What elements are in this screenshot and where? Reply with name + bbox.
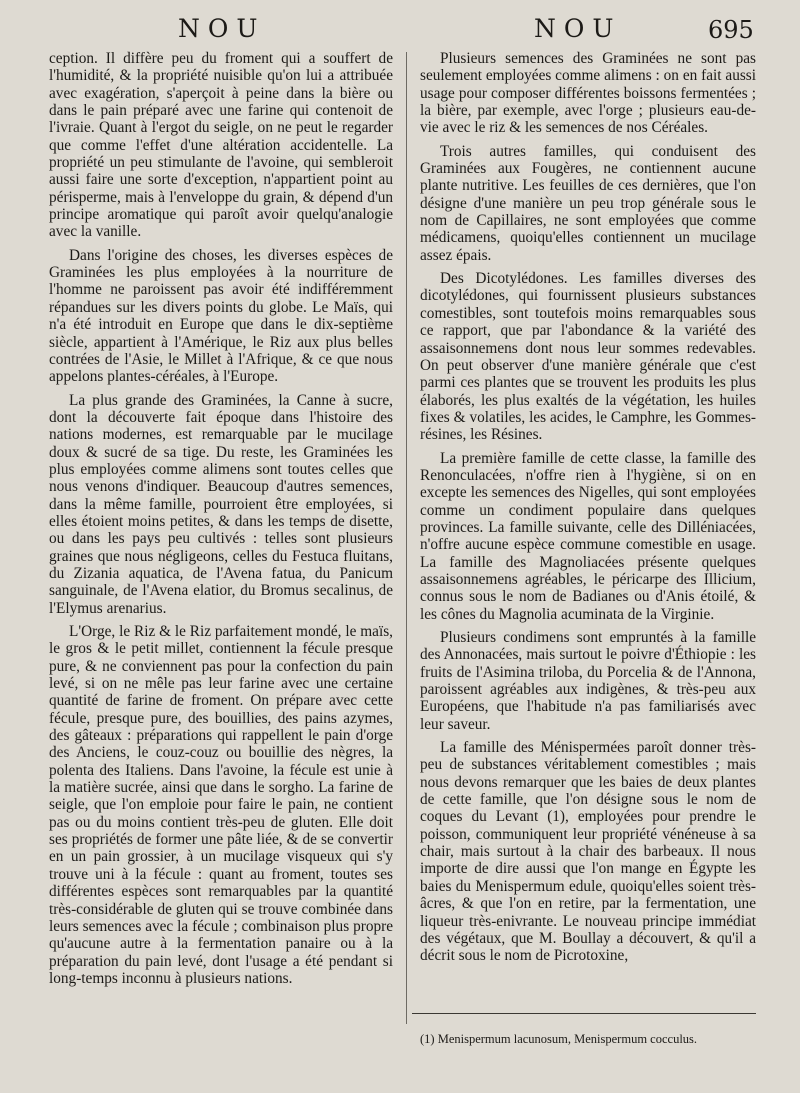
running-head-right: NOU — [534, 14, 622, 43]
right-column — [420, 50, 756, 971]
paragraph: La plus grande des Graminées, la Canne à sucre, dont la découverte fait époque dans l'histoire des nations modernes, est remarquable par le mucilage doux & sucré de sa tige. Du reste, les Graminées les plus employées comme alimens sont toutes celles que nous venons d'indiquer. Beaucoup d'autres semences, dans la même famille, pourroient être employées, si elles étoient moins petites, & dans les temps de disette, ou dans les pays peu cultivés : telles sont plusieurs graines que nous négligeons, celles du Festuca fluitans, du Zizania aquatica, de l'Avena fatua, du Panicum sanguinale, de l'Avena elatior, du Bromus secalinus, de l'Elymus arenarius. — [49, 391, 393, 617]
running-head-left: NOU — [178, 14, 266, 43]
paragraph: ception. Il diffère peu du froment qui a souffert de l'humidité, & la propriété nuisible qu'on lui a attribuée avec exagération, s'aperçoit à peine dans la bière ou dans le pain préparé avec une farine qui contenoit de l'ivraie. Quant à l'ergot du seigle, on ne peut le regarder que comme l'effet d'une altération accidentelle. La propriété un peu stimulante de l'avoine, qui sembleroit aussi faire une sorte d'exception, n'appartient point au périsperme, mais à l'enveloppe du grain, & dépend d'un principe aromatique qui paroît avoir quelqu'analogie avec la vanille. — [49, 50, 393, 241]
page-number: 695 — [708, 16, 754, 44]
paragraph: Plusieurs semences des Graminées ne sont pas seulement employées comme alimens : on en fait aussi usage pour composer différentes boissons fermentées ; la bière, par exemple, avec l'orge ; plusieurs eau-de-vie avec le riz & les semences de nos Céréales. — [420, 50, 756, 137]
footnote: (1) Menispermum lacunosum, Menispermum cocculus. — [420, 1032, 698, 1046]
paragraph: Dans l'origine des choses, les diverses espèces de Graminées les plus employées à la nourriture de l'homme ne paroissent pas avoir été indifféremment répandues sur les divers points du globe. Le Maïs, qui n'a été introduit en Europe que dans le dix-septième siècle, appartient à l'Amérique, le Riz aux plus belles contrées de l'Asie, le Millet à l'Afrique, & ce que nous appelons plantes-céréales, à l'Europe. — [49, 246, 393, 386]
paragraph: La famille des Ménispermées paroît donner très-peu de substances véritablement comestibles ; mais nous devons remarquer que les baies de deux plantes de cette famille, que l'on désigne sous le nom de coques du Levant (1), employées pour prendre le poisson, communiquent leur propriété vénéneuse à sa chair, mais surtout à la chair des barbeaux. Il nous importe de dire aussi que l'on mange en Égypte les baies du Menispermum edule, quoiqu'elles soient très-âcres, & que l'on en retire, par la fermentation, une liqueur très-enivrante. Le nouveau principe immédiat des végétaux, que M. Boullay a découvert, & qu'il a décrit sous le nom de Picrotoxine, — [420, 739, 756, 965]
running-head — [0, 14, 800, 48]
paragraph: L'Orge, le Riz & le Riz parfaitement mondé, le maïs, le gros & le petit millet, contiennent la fécule presque pure, & ne conviennent pas pour la confection du pain levé, si on ne mêle pas leur farine avec une certaine quantité de farine de froment. On prépare avec cette fécule, presque pure, des bouillies, des pains azymes, des gâteaux : préparations qui rappellent le pain d'orge des Anciens, le couz-couz ou bouillie des nègres, la polenta des Italiens. Dans l'avoine, la fécule est unie à la matière sucrée, ainsi que dans le sorgho. La farine de seigle, que l'on emploie pour faire le pain, ne contient pas ou du moins contient très-peu de gluten. Elle doit ses propriétés de former une pâte liée, & de se convertir en un pain grossier, à un mucilage visqueux qui s'y trouve uni à la fécule : quant au froment, toutes ses différentes espèces sont remarquables par la quantité très-considérable de gluten qui se trouve combinée dans leurs semences avec la fécule ; combinaison plus propre qu'aucune autre à la fermentation panaire ou à la préparation du pain levé, dont l'usage a été pendant si long-temps inconnu à plusieurs nations. — [49, 623, 393, 987]
paragraph: Trois autres familles, qui conduisent des Graminées aux Fougères, ne contiennent aucune plante nutritive. Les feuilles de ces dernières, que l'on désigne d'une manière un peu trop générale sous le nom de Capillaires, ne sont employées que comme médicamens, quoiqu'elles contiennent un mucilage assez épais. — [420, 142, 756, 264]
left-column — [49, 50, 393, 993]
footnote-rule — [412, 1013, 756, 1014]
paragraph: La première famille de cette classe, la famille des Renonculacées, n'offre rien à l'hygiène, si on en excepte les semences des Nigelles, qui sont employées comme un condiment populaire dans quelques provinces. La famille suivante, celle des Dilléniacées, n'offre aucune espèce commune comestible en usage. La famille des Magnoliacées présente quelques assaisonnemens agréables, le péricarpe des Illicium, connus sous le nom de Badianes ou d'Anis étoilé, & les cônes du Magnolia acuminata de la Virginie. — [420, 449, 756, 623]
column-divider — [406, 52, 407, 1024]
paragraph: Des Dicotylédones. Les familles diverses des dicotylédones, qui fournissent plusieurs substances comestibles, sont toutefois moins remarquables sous ce rapport, que par l'abondance & la variété des assaisonnemens dont nous leur sommes redevables. On peut observer d'une manière générale que c'est parmi ces plantes que se trouvent les produits les plus élaborés, les plus exaltés de la végétation, les huiles fixes & volatiles, les acides, le Camphre, les Gommes-résines, les Résines. — [420, 270, 756, 444]
paragraph: Plusieurs condimens sont empruntés à la famille des Annonacées, mais surtout le poivre d'Éthiopie : les fruits de l'Asimina triloba, du Porcelia & de l'Annona, paroissent agréables aux indigènes, & très-peu aux Européens, que l'habitude n'a pas familiarisés avec leur saveur. — [420, 629, 756, 733]
